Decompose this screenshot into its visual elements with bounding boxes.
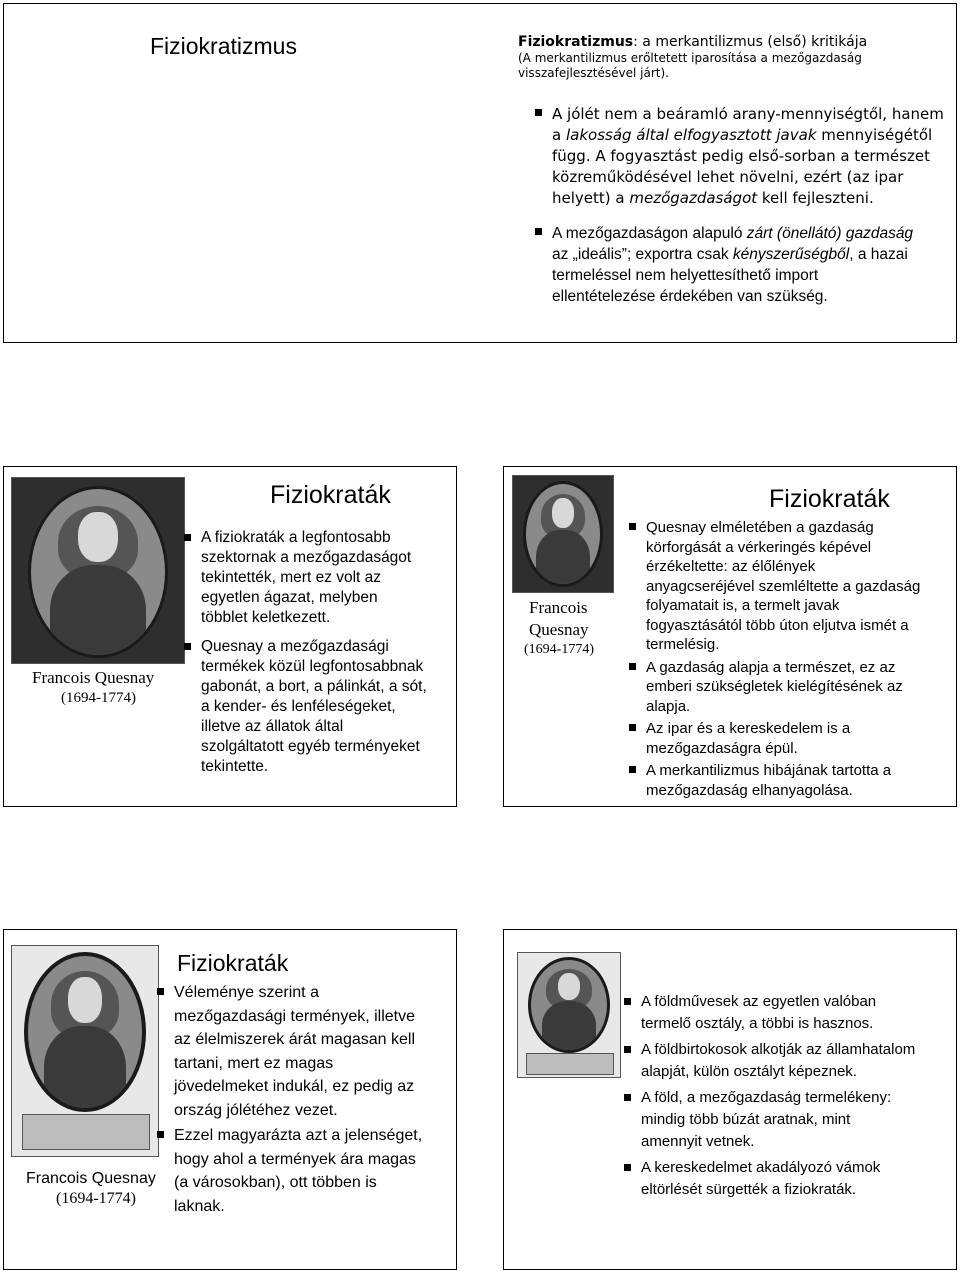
slide-4-bullet-1 [157, 981, 455, 1122]
bullet-square-icon [624, 1164, 631, 1171]
slide-5-bullet-3 [624, 1087, 954, 1153]
b1-line-5-italic: mezőgazdaságot [629, 189, 758, 207]
b2-line-1a: A mezőgazdaságon alapuló [552, 225, 747, 242]
bullet-line: folyamatait is, a termelt javak [646, 597, 840, 614]
b1-line-2a: a [552, 126, 566, 144]
bullet-line: laknak. [174, 1197, 225, 1215]
portrait-oval [24, 952, 146, 1112]
slide-1-bullet-1 [535, 104, 944, 209]
bullet-line: A gazdaság alapja a természet, ez az [646, 658, 896, 676]
slide-4-title: Fiziokraták [177, 950, 289, 976]
bullet-line: fogyasztásától több úton eljutva ismét a [646, 616, 909, 634]
slide-3-bullet-2 [629, 658, 954, 717]
bullet-square-icon [629, 724, 636, 731]
bullet-line: tekintette. [201, 758, 269, 775]
bullet-line: termelő osztály, a többi is hasznos. [641, 1015, 874, 1032]
bullet-line: többlet keletkezett. [201, 609, 331, 626]
b2-line-2a: az „ideális”; exportra csak [552, 246, 733, 263]
b1-line-1: A jólét nem a beáramló arany-mennyiségtől, hanem [552, 105, 944, 123]
bullet-square-icon [184, 534, 191, 541]
portrait-plinth [22, 1114, 150, 1150]
slide-3-bullet-1 [629, 518, 954, 655]
bullet-line: jövedelmeket indukál, ez pedig az [174, 1078, 415, 1095]
b1-line-2b: mennyiségétől [816, 126, 933, 144]
slide-5-bullet-2 [624, 1039, 954, 1083]
slide-4 [3, 929, 457, 1270]
portrait-caption-years: (1694-1774) [61, 690, 136, 706]
bullet-line: A földbirtokosok alkotják az államhatalom [641, 1041, 916, 1058]
bullet-square-icon [157, 1131, 164, 1138]
portrait-caption-years: (1694-1774) [524, 642, 594, 657]
bullet-line: egyetlen ágazat, melyben [201, 589, 378, 606]
bullet-line: mezőgazdasági termények, illetve [174, 1007, 416, 1025]
b2-line-3: termeléssel nem helyettesíthető import [552, 267, 819, 284]
bullet-line: A merkantilizmus hibájának tartotta a [646, 762, 892, 779]
slide-1 [3, 3, 957, 343]
bullet-line: eltörlését sürgették a fiziokraták. [641, 1181, 857, 1198]
bullet-line: illetve az állatok által [201, 718, 344, 735]
bullet-line: körforgását a vérkeringés képével [646, 538, 872, 556]
bullet-line: tartani, mert ez magas [174, 1054, 334, 1072]
portrait-caption-name: Francois Quesnay [26, 1170, 156, 1187]
bullet-line: Ezzel magyarázta azt a jelenséget, [174, 1127, 423, 1144]
bullet-line: mezőgazdaság elhanyagolása. [646, 781, 853, 799]
slide-2-title: Fiziokraták [270, 481, 391, 509]
bullet-line: alapját, külön osztályt képeznek. [641, 1063, 857, 1080]
bullet-line: tekintették, mert ez volt az [201, 569, 382, 586]
b1-line-5b: kell fejleszteni. [757, 189, 874, 207]
bullet-square-icon [535, 109, 542, 116]
slide-1-title: Fiziokratizmus [150, 33, 297, 59]
b1-line-4: közreműködésével lehet növelni, ezért (az ipar [552, 168, 904, 186]
slide-3-bullet-4 [629, 761, 954, 800]
bullet-square-icon [184, 643, 191, 650]
portrait-caption-years: (1694-1774) [56, 1190, 136, 1207]
slide-2-bullet-1 [184, 528, 454, 628]
b2-line-2-italic: kényszerűségből [732, 246, 850, 263]
bullet-line: érzékeltette: az élőlények [646, 558, 816, 575]
b1-line-5a: helyett) a [552, 189, 630, 207]
bullet-line: Véleménye szerint a [174, 984, 319, 1001]
slide-4-bullet-2 [157, 1124, 455, 1218]
bullet-line: ország jólétéhez vezet. [174, 1101, 338, 1119]
bullet-line: emberi szükségletek kielégítésének az [646, 678, 903, 695]
slide-4-bullets [157, 981, 455, 1218]
portrait-image [512, 475, 614, 593]
bullet-line: a kender- és lenféleségeket, [201, 698, 396, 715]
slide-3-bullets [629, 518, 954, 800]
portrait-oval [528, 957, 610, 1053]
bullet-line: Az ipar és a kereskedelem is a [646, 720, 851, 737]
intro-bold: Fiziokratizmus [518, 34, 634, 50]
bullet-line: szolgáltatott egyéb terményeket [201, 738, 420, 755]
portrait-oval [523, 481, 603, 587]
bullet-line: alapja. [646, 697, 691, 715]
intro-rest: : a merkantilizmus (első) kritikája [633, 34, 868, 50]
bullet-line: A föld, a mezőgazdaság termelékeny: [641, 1089, 892, 1106]
slide-3-bullet-3 [629, 719, 954, 758]
slide-5 [503, 929, 957, 1270]
bullet-line: hogy ahol a termények ára magas [174, 1150, 416, 1168]
bullet-line: gabonát, a bort, a pálinkát, a sót, [201, 678, 427, 695]
bullet-square-icon [535, 228, 542, 235]
portrait-oval [28, 486, 168, 658]
bullet-line: mindig több búzát aratnak, mint [641, 1111, 851, 1128]
bullet-square-icon [624, 1046, 631, 1053]
b2-line-1-italic: zárt (önellátó) gazdaság [746, 225, 914, 242]
portrait-image [11, 945, 159, 1157]
bullet-line: termékek közül legfontosabbnak [201, 658, 424, 675]
bullet-line: termelésig. [646, 636, 720, 653]
slide-1-intro [518, 34, 867, 81]
portrait-caption-line-2: Quesnay [529, 620, 589, 639]
b1-line-2-italic: lakosság által elfogyasztott javak [565, 126, 817, 144]
bullet-line: szektornak a mezőgazdaságot [201, 549, 412, 566]
b2-line-4: ellentételezése érdekében van szükség. [552, 288, 828, 305]
bullet-line: Quesnay a mezőgazdasági [201, 638, 389, 655]
slide-5-bullet-1 [624, 991, 954, 1035]
b1-line-3: függ. A fogyasztást pedig első-sorban a természet [552, 147, 930, 165]
bullet-line: Quesnay elméletében a gazdaság [646, 519, 874, 536]
bullet-line: A kereskedelmet akadályozó vámok [641, 1159, 881, 1176]
portrait-plinth [526, 1053, 614, 1075]
slide-2-bullet-2 [184, 637, 454, 777]
bullet-line: anyagcseréjével szemléltette a gazdaság [646, 577, 921, 595]
bullet-line: amennyit vetnek. [641, 1133, 755, 1150]
bullet-line: mezőgazdaságra épül. [646, 739, 798, 757]
slide-3 [503, 466, 957, 807]
portrait-image [11, 477, 185, 664]
slide-5-bullets [624, 991, 954, 1201]
slide-3-title: Fiziokraták [769, 485, 890, 513]
bullet-square-icon [157, 988, 164, 995]
bullet-square-icon [629, 523, 636, 530]
bullet-line: (a városokban), ott többen is [174, 1174, 377, 1191]
bullet-line: A földművesek az egyetlen valóban [641, 993, 877, 1010]
slide-2-bullets [184, 528, 454, 777]
bullet-square-icon [624, 1094, 631, 1101]
slide-2 [3, 466, 457, 807]
slide-5-bullet-4 [624, 1157, 954, 1201]
portrait-caption-line-1: Francois [529, 598, 588, 617]
intro-line-2: (A merkantilizmus erőltetett iparosítása a mezőgazdaság [518, 51, 862, 65]
bullet-square-icon [629, 766, 636, 773]
bullet-square-icon [624, 998, 631, 1005]
slide-1-bullet-2 [535, 223, 913, 307]
bullet-line: A fiziokraták a legfontosabb [201, 529, 391, 546]
b2-line-2b: , a hazai [849, 246, 908, 263]
bullet-line: az élelmiszerek árát magasan kell [174, 1031, 415, 1048]
intro-line-3: visszafejlesztésével járt). [518, 66, 669, 80]
portrait-image [517, 952, 621, 1078]
bullet-square-icon [629, 663, 636, 670]
portrait-caption-name: Francois Quesnay [32, 668, 155, 687]
